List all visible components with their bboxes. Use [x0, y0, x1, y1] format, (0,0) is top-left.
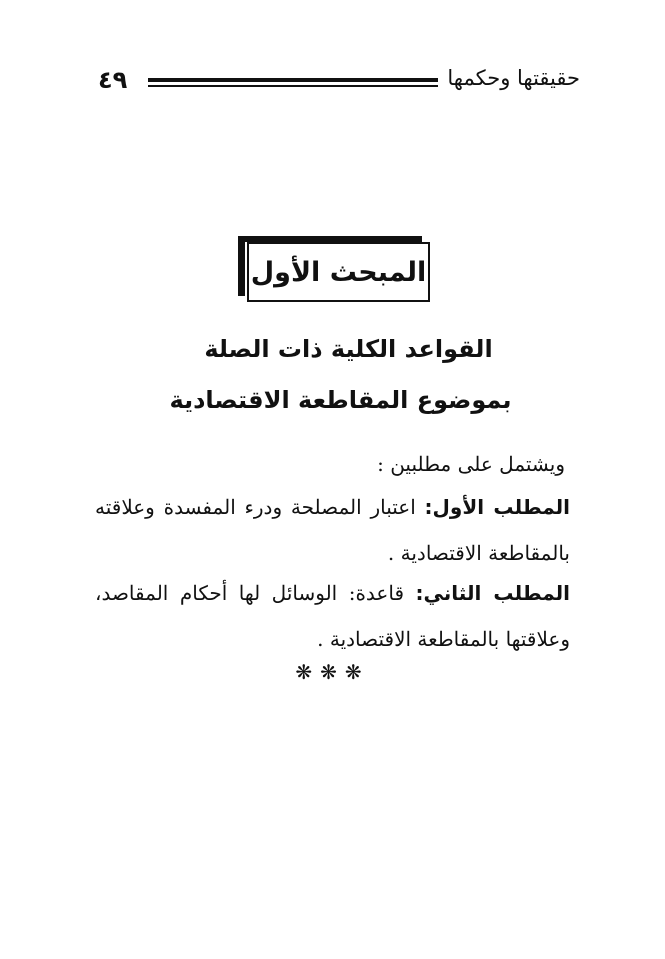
subsection-item-2: [95, 570, 570, 662]
header-rule-thin: [148, 85, 438, 87]
section-title-frame: [238, 236, 430, 302]
subsection-item-1: [95, 484, 570, 576]
subsection-item-1-text: اعتبار المصلحة ودرء المفسدة وعلاقته بالمقاطعة الاقتصادية .: [95, 495, 570, 565]
header-rule-thick: [148, 78, 438, 82]
intro-paragraph: ويشتمل على مطلبين :: [377, 452, 565, 476]
section-heading-line-1: القواعد الكلية ذات الصلة: [204, 335, 493, 363]
asterism-separator: ❋❋❋: [295, 660, 370, 684]
header-rule: [148, 78, 438, 87]
running-head: [98, 62, 580, 102]
subsection-item-2-label: المطلب الثاني:: [415, 581, 570, 605]
page-number: ٤٩: [98, 66, 128, 94]
subsection-item-1-label: المطلب الأول:: [424, 495, 571, 519]
running-title: حقيقتها وحكمها: [447, 66, 580, 90]
section-title: المبحث الأول: [247, 242, 430, 302]
subsection-item-2-text: قاعدة: الوسائل لها أحكام المقاصد، وعلاقتها بالمقاطعة الاقتصادية .: [95, 581, 570, 651]
section-heading-line-2: بموضوع المقاطعة الاقتصادية: [169, 386, 512, 414]
